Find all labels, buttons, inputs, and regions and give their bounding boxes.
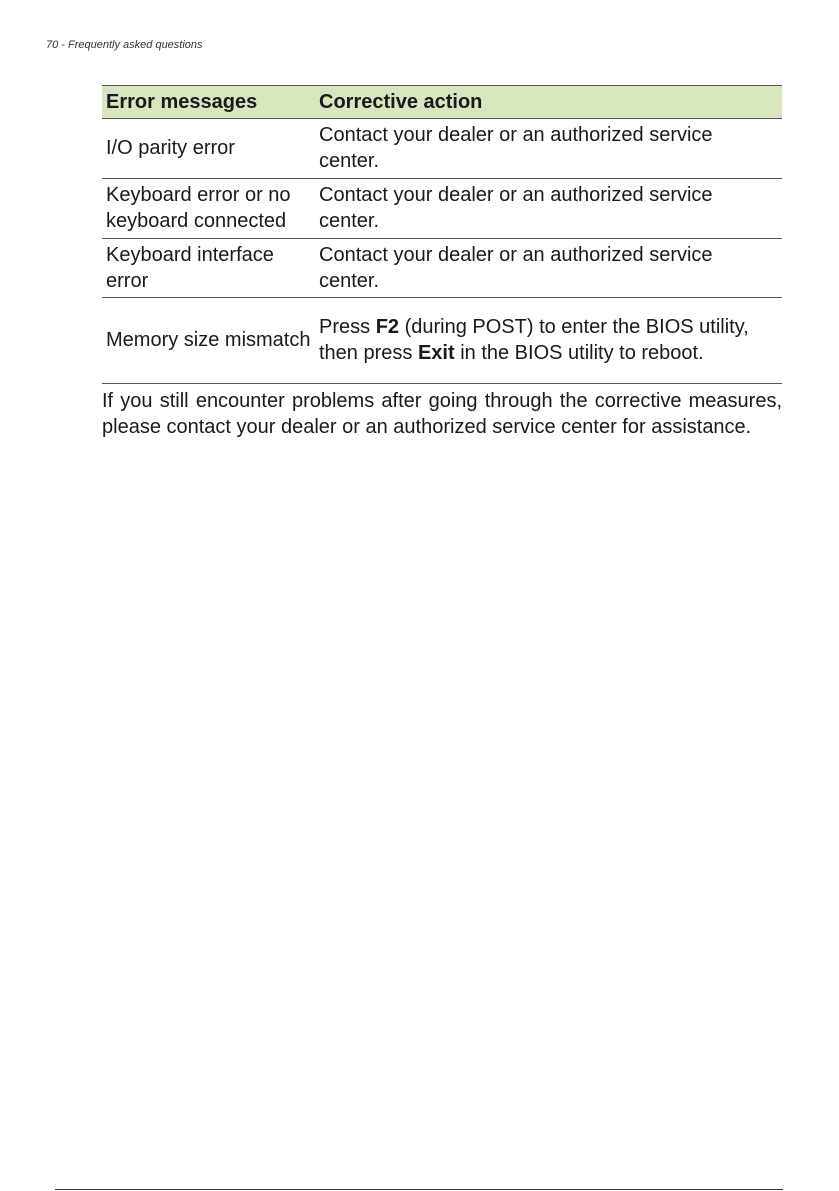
error-message-cell: Memory size mismatch [102, 298, 315, 384]
table-row [102, 119, 782, 179]
error-messages-table [102, 85, 782, 384]
table-row [102, 298, 782, 384]
action-text: Contact your dealer or an authorized service center. [319, 124, 713, 172]
action-text: Contact your dealer or an authorized service center. [319, 243, 713, 292]
table-row [102, 239, 782, 298]
page-content [102, 85, 782, 440]
action-text: in the BIOS utility to reboot. [454, 342, 704, 364]
error-message-cell: Keyboard interface error [102, 239, 315, 298]
corrective-action-cell [315, 239, 782, 298]
corrective-action-cell [315, 119, 782, 179]
column-header-error-messages: Error messages [102, 86, 315, 119]
corrective-action-cell [315, 298, 782, 384]
action-text: Contact your dealer or an authorized service center. [319, 184, 713, 232]
key-exit: Exit [417, 342, 455, 364]
running-header: 70 - Frequently asked questions [46, 39, 203, 51]
corrective-action-cell [315, 179, 782, 239]
error-message-cell: Keyboard error or no keyboard connected [102, 179, 315, 239]
column-header-corrective-action: Corrective action [315, 86, 782, 119]
assistance-note: If you still encounter problems after going through the corrective measures, please contact your dealer or an authorized service center for assistance. [102, 390, 782, 438]
table-header-row [102, 86, 782, 119]
action-text: Press [319, 316, 376, 338]
table-row [102, 179, 782, 239]
footer-divider [55, 1189, 783, 1190]
action-text: (during POST) to enter the BIOS utility, then press [319, 316, 749, 364]
key-f2: F2 [375, 316, 400, 338]
error-message-cell: I/O parity error [102, 119, 315, 179]
